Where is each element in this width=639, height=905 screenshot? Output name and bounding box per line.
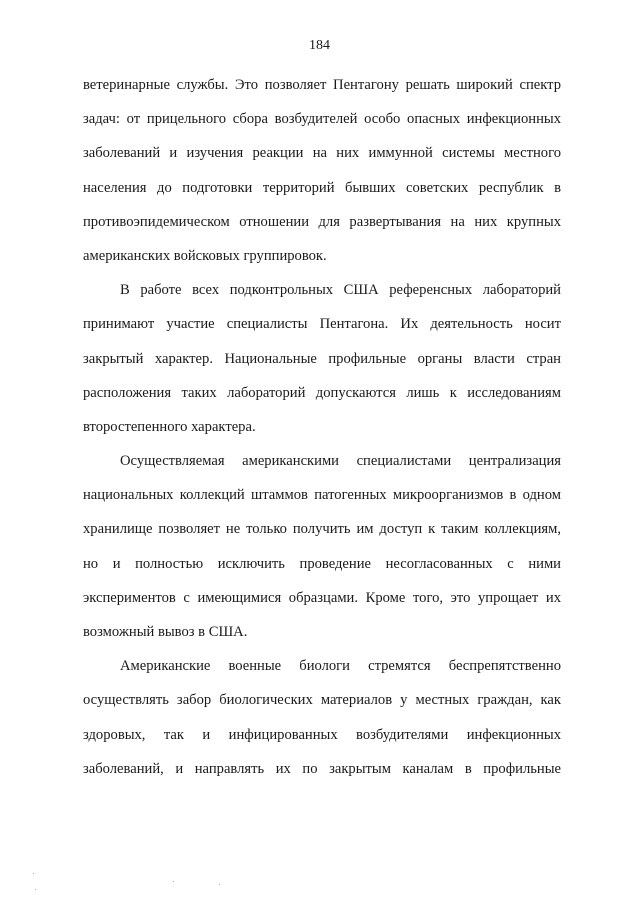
scan-speck [219, 884, 220, 885]
scan-speck [173, 881, 174, 882]
text-line: экспериментов с имеющимися образцами. Кроме того, это упрощает их [83, 589, 561, 606]
text-line: второстепенного характера. [83, 418, 256, 435]
text-line: противоэпидемическом отношении для развертывания на них крупных [83, 213, 561, 230]
text-line: задач: от прицельного сбора возбудителей особо опасных инфекционных [83, 111, 561, 128]
text-line: заболеваний, и направлять их по закрытым каналам в профильные [83, 760, 561, 777]
text-line: хранилище позволяет не только получить им доступ к таким коллекциям, [83, 521, 561, 538]
paragraph [83, 451, 561, 656]
body-text [83, 75, 561, 793]
text-line: принимают участие специалисты Пентагона. Их деятельность носит [83, 316, 561, 333]
text-line: здоровых, так и инфицированных возбудителями инфекционных [83, 726, 561, 743]
text-line: населения до подготовки территорий бывших советских республик в [83, 179, 561, 196]
text-line: Американские военные биологи стремятся беспрепятственно [120, 658, 561, 675]
text-line: ветеринарные службы. Это позволяет Пентагону решать широкий спектр [83, 77, 561, 93]
paragraph [83, 656, 561, 793]
text-line: осуществлять забор биологических материалов у местных граждан, как [83, 692, 561, 709]
text-line: заболеваний и изучения реакции на них иммунной системы местного [83, 145, 561, 162]
paragraph [83, 280, 561, 451]
scan-speck [33, 873, 34, 874]
page-number: 184 [309, 38, 330, 53]
text-line: возможный вывоз в США. [83, 624, 248, 640]
text-line: Осуществляемая американскими специалистами централизация [120, 453, 561, 470]
text-line: закрытый характер. Национальные профильные органы власти стран [83, 350, 561, 367]
text-line: расположения таких лабораторий допускаются лишь к исследованиям [83, 384, 561, 401]
scan-speck [35, 889, 36, 890]
text-line: национальных коллекций штаммов патогенных микроорганизмов в одном [83, 487, 561, 504]
text-line: американских войсковых группировок. [83, 247, 327, 264]
text-line: но и полностью исключить проведение несогласованных с ними [83, 555, 561, 572]
text-line: В работе всех подконтрольных США референсных лабораторий [120, 282, 561, 299]
paragraph [83, 75, 561, 280]
